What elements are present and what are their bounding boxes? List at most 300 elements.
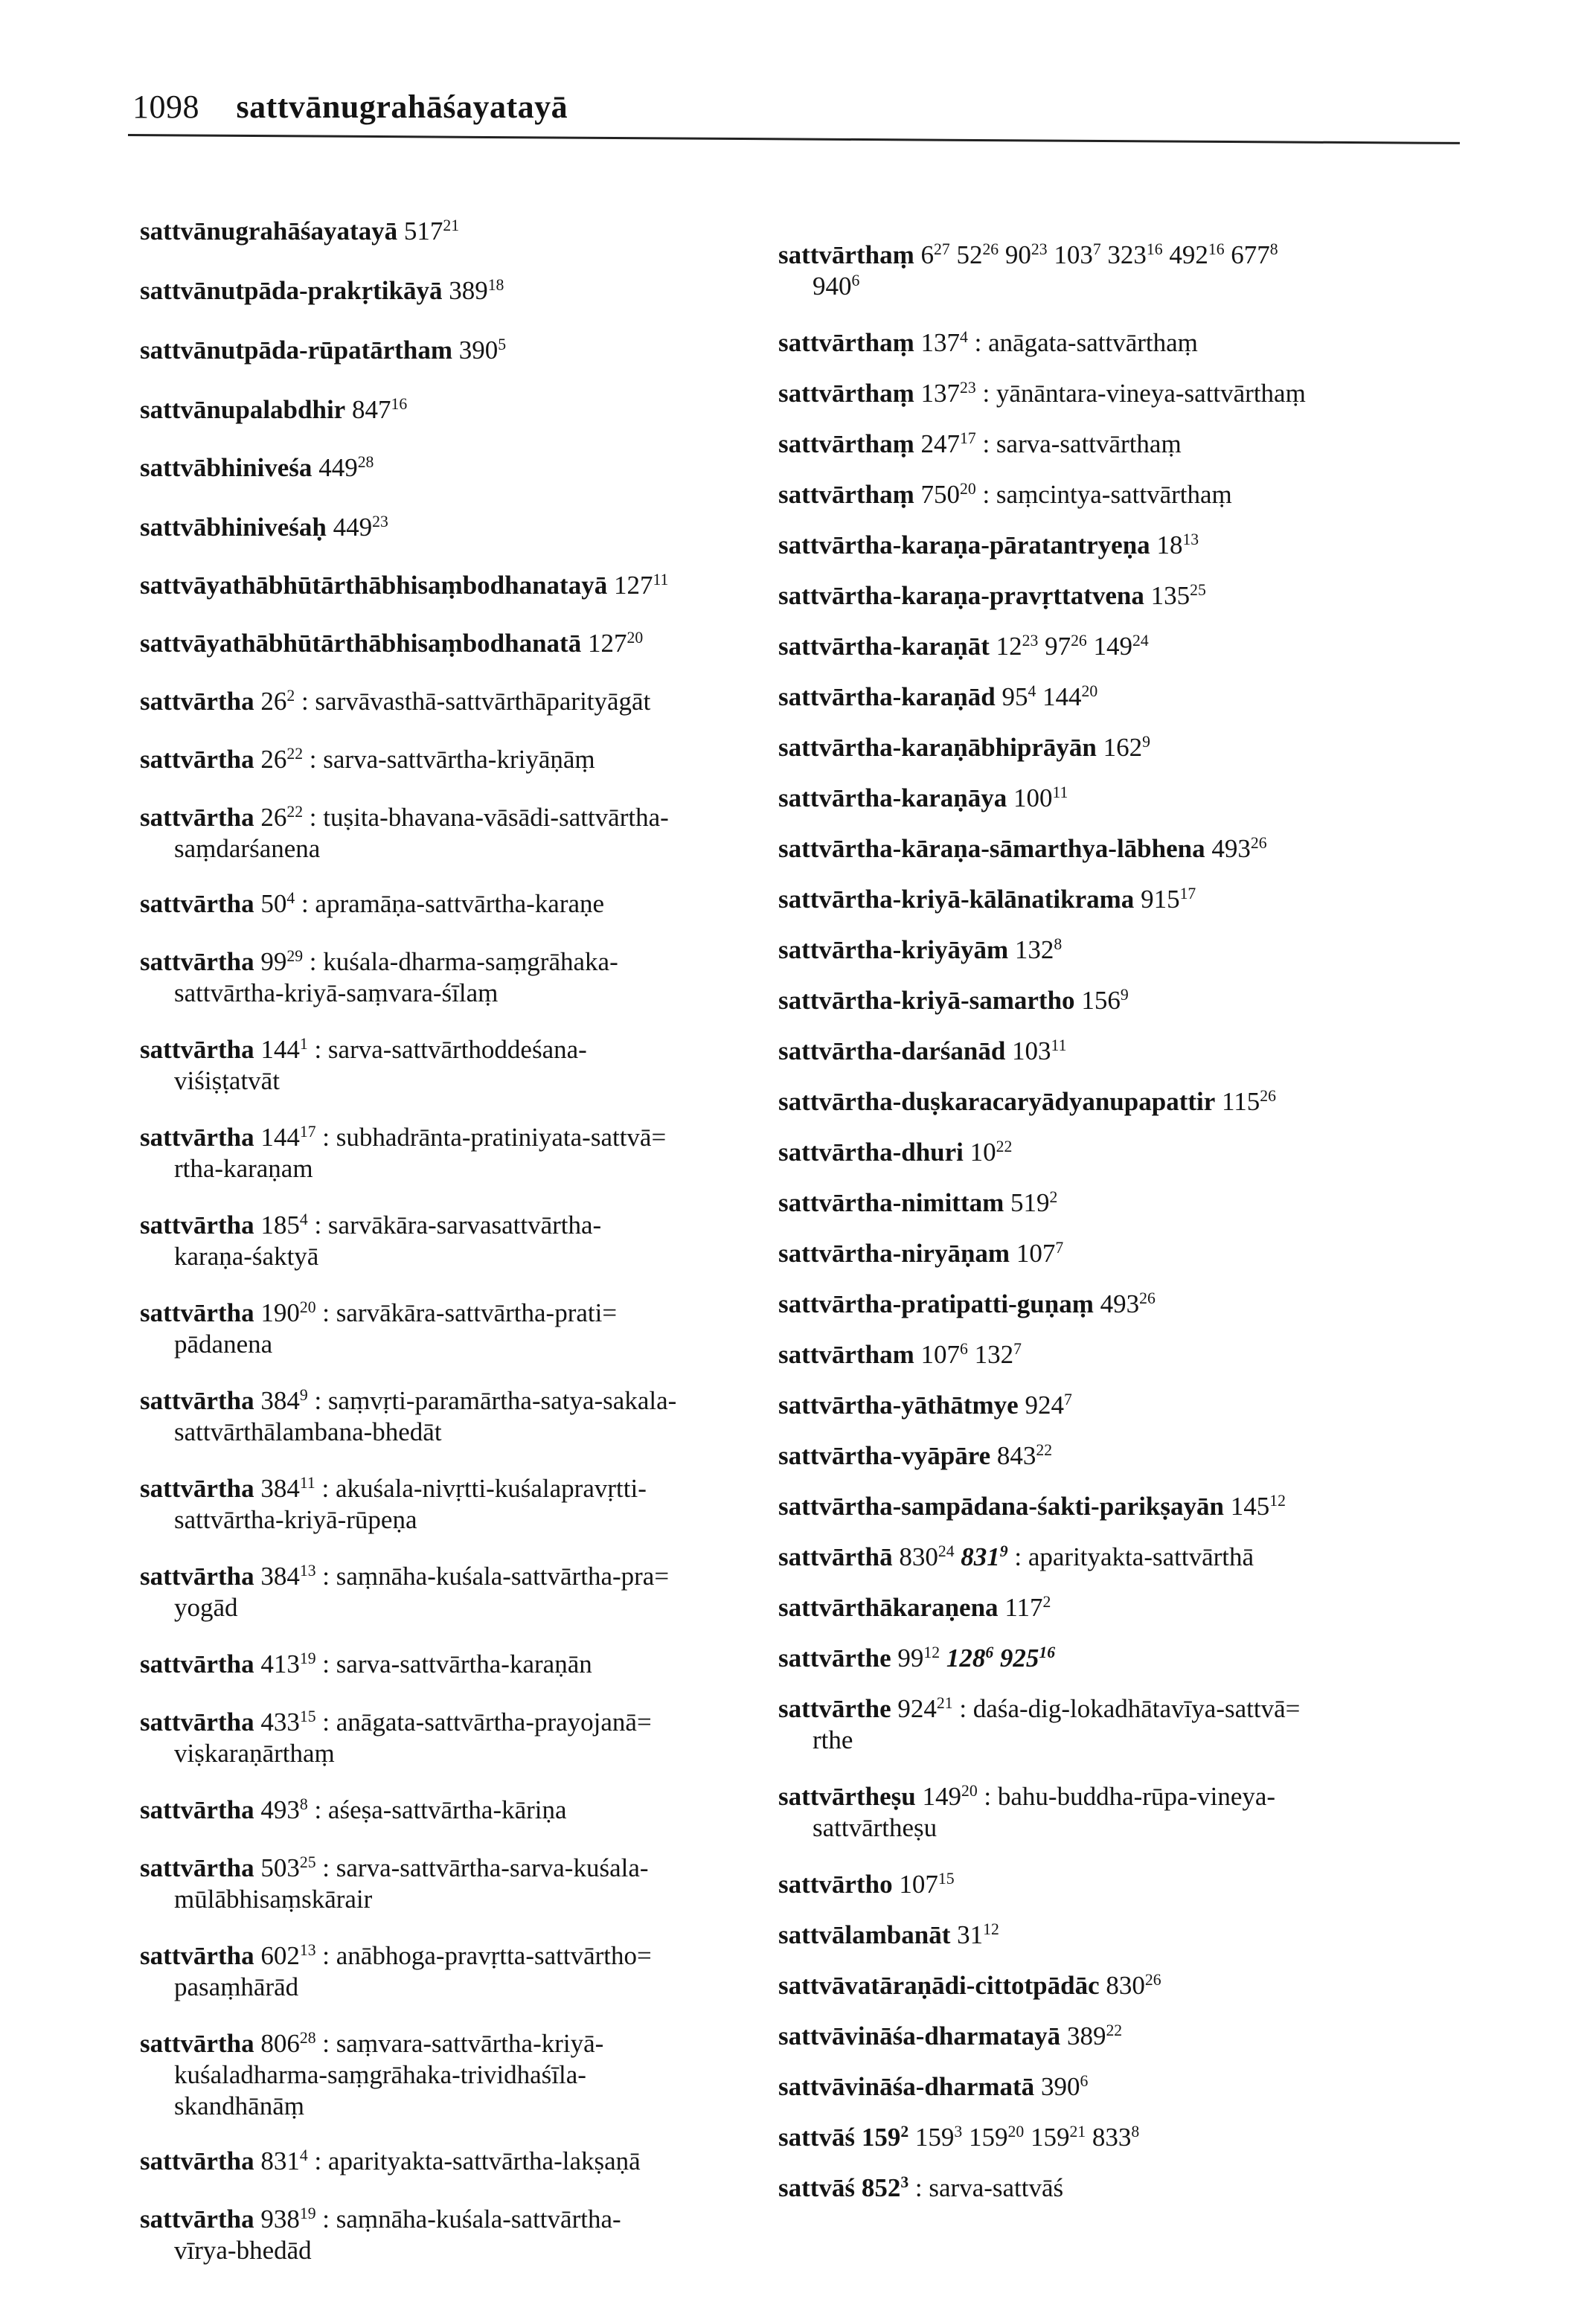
line-number-ref: 15: [299, 1708, 316, 1726]
entry-context: : saṃnāha-kuśala-sattvārtha-: [315, 2205, 621, 2234]
entry-line: [140, 570, 668, 601]
index-entry: [778, 934, 1062, 966]
entry-headword: sattvārtha-pratipatti-guṇaṃ: [778, 1289, 1094, 1318]
entry-line: [140, 1853, 649, 1884]
line-number-ref: 24: [1132, 632, 1149, 650]
index-entry: [140, 802, 669, 865]
entry-continuation: [140, 2059, 603, 2091]
page-number-ref: 413: [260, 1649, 300, 1678]
index-entry: [778, 1137, 1012, 1168]
entry-context: mūlābhisaṃskārair: [174, 1885, 373, 1914]
entry-headword: sattvārtha-yāthātmye: [778, 1391, 1019, 1420]
page-number-ref: 26: [260, 745, 287, 774]
entry-headword: sattvārtha-kriyāyām: [778, 935, 1009, 964]
entry-headword: sattvārtha: [140, 1123, 254, 1152]
page-reference: [1106, 1971, 1161, 2000]
index-entry: [140, 1940, 652, 2003]
page-reference: [260, 1298, 315, 1327]
page-reference: [1169, 240, 1224, 269]
page-reference: [260, 687, 295, 716]
line-number-ref: 18: [487, 276, 504, 295]
page-number-ref: 915: [1141, 885, 1180, 914]
page-reference: [260, 1941, 315, 1970]
page-reference: [961, 1542, 1007, 1571]
line-number-ref: 24: [938, 1542, 955, 1561]
page-number-ref: 843: [996, 1441, 1036, 1470]
entry-continuation: [778, 271, 1278, 302]
page-reference: [588, 629, 643, 658]
line-number-ref: 4: [960, 328, 968, 347]
entry-context: : anābhoga-pravṛtta-sattvārtho=: [315, 1941, 652, 1970]
page-number-ref: 117: [1004, 1593, 1043, 1622]
entry-line: [778, 378, 1306, 409]
entry-line: [140, 216, 459, 247]
line-number-ref: 11: [653, 571, 669, 589]
entry-line: [140, 1940, 652, 1972]
entry-continuation: [140, 1884, 649, 1915]
entry-headword: sattvānugrahāśayatayā: [140, 217, 398, 246]
line-number-ref: 9: [299, 1386, 308, 1405]
entry-headword: sattvārtha: [140, 2029, 254, 2058]
page-reference: [260, 1708, 315, 1737]
entry-line: [140, 2204, 621, 2235]
page-number-ref: 830: [1106, 1971, 1145, 2000]
page-number-ref: 99: [260, 947, 287, 976]
line-number-ref: 23: [960, 379, 976, 397]
page-reference: [1151, 581, 1206, 610]
entry-line: [778, 1036, 1066, 1067]
header-rule: [128, 134, 1460, 144]
index-entry: [140, 2146, 641, 2177]
entry-line: [778, 884, 1196, 915]
page-number-ref: 103: [1054, 240, 1093, 269]
index-entry: [778, 530, 1199, 561]
page-number-ref: 938: [260, 2205, 300, 2234]
entry-headword: sattvārthākaraṇena: [778, 1593, 999, 1622]
entry-line: [778, 934, 1062, 966]
entry-context: : anāgata-sattvārthaṃ: [967, 328, 1198, 357]
line-number-ref: 7: [1063, 1391, 1072, 1409]
entry-headword: sattvārtha: [140, 1474, 254, 1503]
page-number-ref: 26: [260, 803, 287, 832]
line-number-ref: 29: [286, 947, 304, 966]
entry-continuation: [140, 1592, 669, 1623]
entry-line: [778, 1970, 1161, 2001]
page-reference: [459, 336, 506, 365]
entry-context: : aparityakta-sattvārthā: [1007, 1542, 1254, 1571]
index-entry: [778, 378, 1306, 409]
running-head: sattvānugrahāśayatayā: [236, 89, 568, 125]
page-reference: [318, 453, 374, 482]
page-reference: [260, 2205, 315, 2234]
line-number-ref: 20: [299, 1298, 316, 1317]
line-number-ref: 26: [1139, 1289, 1156, 1308]
entry-context: viṣkaraṇārthaṃ: [174, 1739, 335, 1768]
page-number-ref: 18: [1156, 530, 1183, 559]
page-number-ref: 389: [449, 276, 488, 305]
entry-line: [140, 1298, 617, 1329]
line-number-ref: 11: [299, 1474, 315, 1492]
entry-context: : aśeṣa-sattvārtha-kāriṇa: [307, 1795, 567, 1824]
line-number-ref: 8: [299, 1795, 308, 1814]
entry-headword: sattvāś: [778, 2123, 856, 2152]
entry-line: [778, 1643, 1055, 1674]
page-reference: [921, 328, 968, 357]
entry-line: [140, 946, 618, 978]
entry-line: [778, 580, 1206, 612]
page-number-ref: 449: [318, 453, 358, 482]
page-reference: [957, 1920, 999, 1949]
entry-context: skandhānāṃ: [174, 2091, 304, 2120]
entry-headword: sattvārtha: [140, 2146, 254, 2175]
entry-line: [778, 1592, 1051, 1623]
entry-line: [140, 888, 604, 920]
entry-line: [778, 240, 1278, 271]
entry-headword: sattvārtha: [140, 889, 254, 918]
entry-continuation: [140, 1153, 666, 1184]
index-entry: [140, 744, 595, 775]
index-entry: [778, 631, 1149, 662]
page-reference: [260, 1211, 307, 1240]
line-number-ref: 26: [1260, 1087, 1276, 1106]
entry-headword: sattvārthā: [778, 1542, 893, 1571]
page-reference: [899, 1870, 954, 1899]
entry-context: vīrya-bhedād: [174, 2236, 312, 2265]
page-number-ref: 103: [1012, 1036, 1051, 1065]
index-entry: [778, 1339, 1022, 1370]
page-reference: [1231, 240, 1278, 269]
index-entry: [140, 1034, 587, 1097]
page-reference: [260, 1035, 307, 1064]
entry-line: [778, 1137, 1012, 1168]
entry-continuation: [140, 2235, 621, 2266]
page-reference: [1005, 240, 1048, 269]
entry-line: [778, 732, 1150, 763]
page-reference: [897, 1644, 940, 1673]
entry-headword: sattvālambanāt: [778, 1920, 951, 1949]
entry-line: [778, 2021, 1122, 2052]
line-number-ref: 20: [1007, 2123, 1025, 2141]
entry-headword: sattvārtha-kriyā-kālānatikrama: [778, 885, 1135, 914]
index-entry: [140, 570, 668, 601]
page-number-ref: 31: [957, 1920, 984, 1949]
line-number-ref: 26: [1250, 834, 1267, 853]
page-number-ref: 924: [1025, 1391, 1064, 1420]
entry-line: [778, 479, 1232, 510]
line-number-ref: 13: [299, 1941, 316, 1960]
entry-headword: sattvārtha: [140, 2205, 254, 2234]
entry-line: [778, 682, 1097, 713]
entry-headword: sattvārtha-nimittam: [778, 1188, 1004, 1217]
page-reference: [260, 1123, 315, 1152]
line-number-ref: 20: [960, 480, 976, 498]
index-entry: [140, 1795, 567, 1826]
entry-context: : sarva-sattvārtha-sarva-kuśala-: [315, 1853, 649, 1882]
page-number-ref: 847: [351, 395, 391, 424]
entry-context: sattvārthālambana-bhedāt: [174, 1417, 442, 1446]
line-number-ref: 20: [626, 629, 644, 647]
entry-headword: sattvārtha: [140, 1386, 254, 1415]
page-reference: [921, 480, 976, 509]
entry-headword: sattvārthaṃ: [778, 480, 914, 509]
entry-context: : yānāntara-vineya-sattvārthaṃ: [975, 379, 1306, 408]
page-number-ref: 26: [260, 687, 287, 716]
entry-headword: sattvārtho: [778, 1870, 893, 1899]
page-number-ref: 852: [861, 2173, 901, 2202]
index-entry: [140, 1385, 676, 1448]
line-number-ref: 4: [299, 2146, 308, 2165]
entry-headword: sattvārtha: [140, 1795, 254, 1824]
entry-continuation: [140, 1972, 652, 2003]
index-entry: [778, 783, 1068, 814]
entry-line: [778, 1187, 1057, 1219]
page-number-ref: 940: [813, 272, 852, 301]
entry-line: [140, 744, 595, 775]
entry-continuation: [140, 1065, 587, 1097]
page-reference: [946, 1644, 993, 1673]
entry-context: : sarva-sattvārthoddeśana-: [307, 1035, 587, 1064]
page-number-ref: 924: [897, 1694, 937, 1723]
entry-line: [140, 628, 643, 659]
index-entry: [140, 1122, 666, 1184]
entry-headword: sattvāś: [778, 2173, 856, 2202]
line-number-ref: 16: [1146, 240, 1163, 259]
entry-line: [140, 2146, 641, 2177]
page-reference: [260, 1386, 307, 1415]
index-entry: [778, 1643, 1055, 1674]
page-reference: [1054, 240, 1100, 269]
index-entry: [778, 580, 1206, 612]
entry-context: : apramāṇa-sattvārtha-karaṇe: [295, 889, 605, 918]
line-number-ref: 3: [900, 2173, 909, 2192]
page-number-ref: 149: [922, 1782, 961, 1811]
page-reference: [1067, 2021, 1122, 2050]
page-reference: [956, 240, 999, 269]
line-number-ref: 21: [443, 217, 460, 235]
page-reference: [1211, 834, 1266, 863]
index-entry: [140, 686, 650, 717]
index-entry: [140, 275, 504, 307]
entry-continuation: [140, 978, 618, 1009]
index-entry: [140, 888, 604, 920]
page-number-ref: 6: [920, 240, 934, 269]
entry-headword: sattvārtha-sampādana-śakti-parikṣayān: [778, 1492, 1224, 1521]
page-reference: [915, 2123, 962, 2152]
entry-headword: sattvārtha-dhuri: [778, 1138, 964, 1167]
entry-line: [778, 2173, 1063, 2204]
page-number-ref: 247: [920, 429, 960, 458]
index-entry: [140, 1473, 647, 1536]
entry-line: [778, 1390, 1072, 1421]
entry-context: saṃdarśanena: [174, 834, 321, 863]
line-number-ref: 7: [1092, 240, 1101, 259]
entry-line: [140, 2028, 603, 2059]
entry-context: : tuṣita-bhavana-vāsādi-sattvārtha-: [303, 803, 669, 832]
index-entry: [140, 628, 643, 659]
page-reference: [970, 1138, 1013, 1167]
entry-line: [140, 394, 407, 426]
entry-headword: sattvābhiniveśa: [140, 453, 313, 482]
entry-headword: sattvānupalabdhir: [140, 395, 346, 424]
page-number-ref: 831: [961, 1542, 1000, 1571]
line-number-ref: 16: [391, 395, 408, 414]
index-entry: [778, 1869, 955, 1900]
page-reference: [1010, 1188, 1057, 1217]
page-number-ref: 144: [1042, 682, 1082, 711]
page-reference: [969, 2123, 1024, 2152]
page-number-ref: 97: [1045, 632, 1071, 661]
page-number-ref: 12: [996, 632, 1022, 661]
page-number-ref: 137: [920, 328, 960, 357]
entry-context: : subhadrānta-pratiniyata-sattvā=: [315, 1123, 667, 1152]
page-number-ref: 389: [1066, 2021, 1106, 2050]
index-entry: [778, 1036, 1066, 1067]
page-reference: [997, 1441, 1052, 1470]
index-entry: [778, 327, 1198, 359]
page-number-ref: 10: [970, 1138, 996, 1167]
page-reference: [862, 2173, 908, 2202]
entry-line: [778, 1238, 1063, 1269]
line-number-ref: 4: [299, 1211, 308, 1229]
page-reference: [1103, 733, 1150, 762]
page-number-ref: 127: [613, 571, 653, 600]
entry-headword: sattvārtha-karaṇāya: [778, 783, 1007, 812]
entry-line: [140, 1385, 676, 1417]
index-entry: [778, 1592, 1051, 1623]
line-number-ref: 9: [1120, 986, 1129, 1004]
line-number-ref: 4: [286, 889, 295, 908]
page-reference: [1141, 885, 1196, 914]
entry-headword: sattvārtha: [140, 947, 254, 976]
page-reference: [260, 1474, 315, 1503]
entry-line: [140, 686, 650, 717]
page-reference: [1100, 1289, 1156, 1318]
index-entry: [778, 1238, 1063, 1269]
page-reference: [1012, 1036, 1066, 1065]
entry-line: [140, 1707, 652, 1738]
page-header: [132, 88, 568, 126]
page-number-ref: 162: [1103, 733, 1143, 762]
index-entry: [140, 512, 388, 543]
entry-context: : sarva-sattvārtha-kriyāṇāṃ: [303, 745, 595, 774]
entry-headword: sattvārtha: [140, 1562, 254, 1591]
entry-context: : sarva-sattvārtha-karaṇān: [315, 1649, 592, 1678]
entry-line: [778, 1920, 999, 1951]
index-entry: [778, 1970, 1161, 2001]
page-number-ref: 107: [899, 1870, 938, 1899]
index-entry: [778, 2122, 1139, 2153]
entry-headword: sattvārthe: [778, 1644, 891, 1673]
page-reference: [921, 1340, 968, 1369]
entry-line: [778, 1693, 1300, 1725]
entry-context: kuśaladharma-saṃgrāhaka-trividhaśīla-: [174, 2060, 586, 2089]
entry-context: : saṃcintya-sattvārthaṃ: [975, 480, 1232, 509]
page-number-ref: 493: [1100, 1289, 1140, 1318]
page-reference: [260, 947, 303, 976]
line-number-ref: 1: [299, 1035, 308, 1054]
line-number-ref: 26: [1071, 632, 1087, 650]
entry-headword: sattvābhiniveśaḥ: [140, 513, 327, 542]
page-reference: [897, 1694, 952, 1723]
page-reference: [260, 1562, 315, 1591]
entry-context: : sarvāvasthā-sattvārthāparityāgāt: [295, 687, 651, 716]
page-reference: [614, 571, 668, 600]
line-number-ref: 12: [1269, 1492, 1286, 1510]
line-number-ref: 25: [1190, 581, 1206, 600]
index-entry: [778, 2071, 1088, 2103]
entry-headword: sattvārtha: [140, 1298, 254, 1327]
entry-context: viśiṣṭatvāt: [174, 1066, 280, 1095]
entry-line: [140, 1795, 567, 1826]
entry-continuation: [140, 833, 669, 865]
entry-line: [140, 1034, 587, 1065]
line-number-ref: 21: [1069, 2123, 1086, 2141]
entry-context: : saṃnāha-kuśala-sattvārtha-pra=: [315, 1562, 670, 1591]
index-entry: [140, 1853, 649, 1915]
page-number-ref: 115: [1222, 1087, 1260, 1116]
line-number-ref: 8: [1054, 935, 1063, 954]
page-reference: [449, 276, 504, 305]
entry-continuation: [140, 1329, 617, 1360]
page-reference: [1231, 1492, 1286, 1521]
entry-context: pādanena: [174, 1330, 273, 1359]
line-number-ref: 23: [1031, 240, 1048, 259]
page-reference: [922, 1782, 977, 1811]
index-entry: [778, 1693, 1300, 1756]
entry-headword: sattvāvināśa-dharmatayā: [778, 2021, 1061, 2050]
page-number-ref: 190: [260, 1298, 300, 1327]
line-number-ref: 12: [923, 1644, 940, 1662]
entry-headword: sattvārtha-karaṇa-pāratantryeṇa: [778, 530, 1150, 559]
entry-headword: sattvārthe: [778, 1694, 891, 1723]
entry-headword: sattvāyathābhūtārthābhisaṃbodhanatā: [140, 629, 582, 658]
line-number-ref: 13: [299, 1562, 316, 1580]
page-reference: [1041, 2072, 1088, 2101]
line-number-ref: 22: [996, 1138, 1013, 1156]
entry-continuation: [140, 1241, 601, 1272]
entry-continuation: [140, 2091, 603, 2122]
line-number-ref: 23: [372, 513, 388, 531]
entry-headword: sattvārtha-karaṇābhiprāyān: [778, 733, 1097, 762]
entry-continuation: [778, 1725, 1300, 1756]
page-number-ref: 90: [1004, 240, 1031, 269]
entry-line: [778, 327, 1198, 359]
page-number-ref: 159: [1030, 2123, 1070, 2152]
page-reference: [260, 745, 303, 774]
page-number-ref: 52: [956, 240, 983, 269]
page-reference: [260, 1853, 315, 1882]
index-entry: [778, 1440, 1052, 1472]
page-number-ref: 833: [1092, 2123, 1132, 2152]
entry-context: : sarvākāra-sattvārtha-prati=: [315, 1298, 618, 1327]
page-number-ref: 149: [1093, 632, 1132, 661]
entry-context: : sarva-sattvārthaṃ: [975, 429, 1182, 458]
entry-line: [778, 1440, 1052, 1472]
index-entry: [778, 1781, 1275, 1844]
entry-context: rtha-karaṇam: [174, 1154, 313, 1183]
line-number-ref: 22: [1036, 1441, 1053, 1460]
line-number-ref: 23: [1022, 632, 1039, 650]
page-reference: [1045, 632, 1087, 661]
entry-headword: sattvārtha-duṣkaracaryādyanupapattir: [778, 1087, 1216, 1116]
page-number-ref: 677: [1231, 240, 1270, 269]
entry-continuation: [140, 1417, 676, 1448]
line-number-ref: 19: [299, 1649, 316, 1668]
entry-headword: sattvārtham: [778, 1340, 914, 1369]
entry-line: [140, 1122, 666, 1153]
page-number-ref: 135: [1150, 581, 1190, 610]
page-reference: [260, 889, 295, 918]
